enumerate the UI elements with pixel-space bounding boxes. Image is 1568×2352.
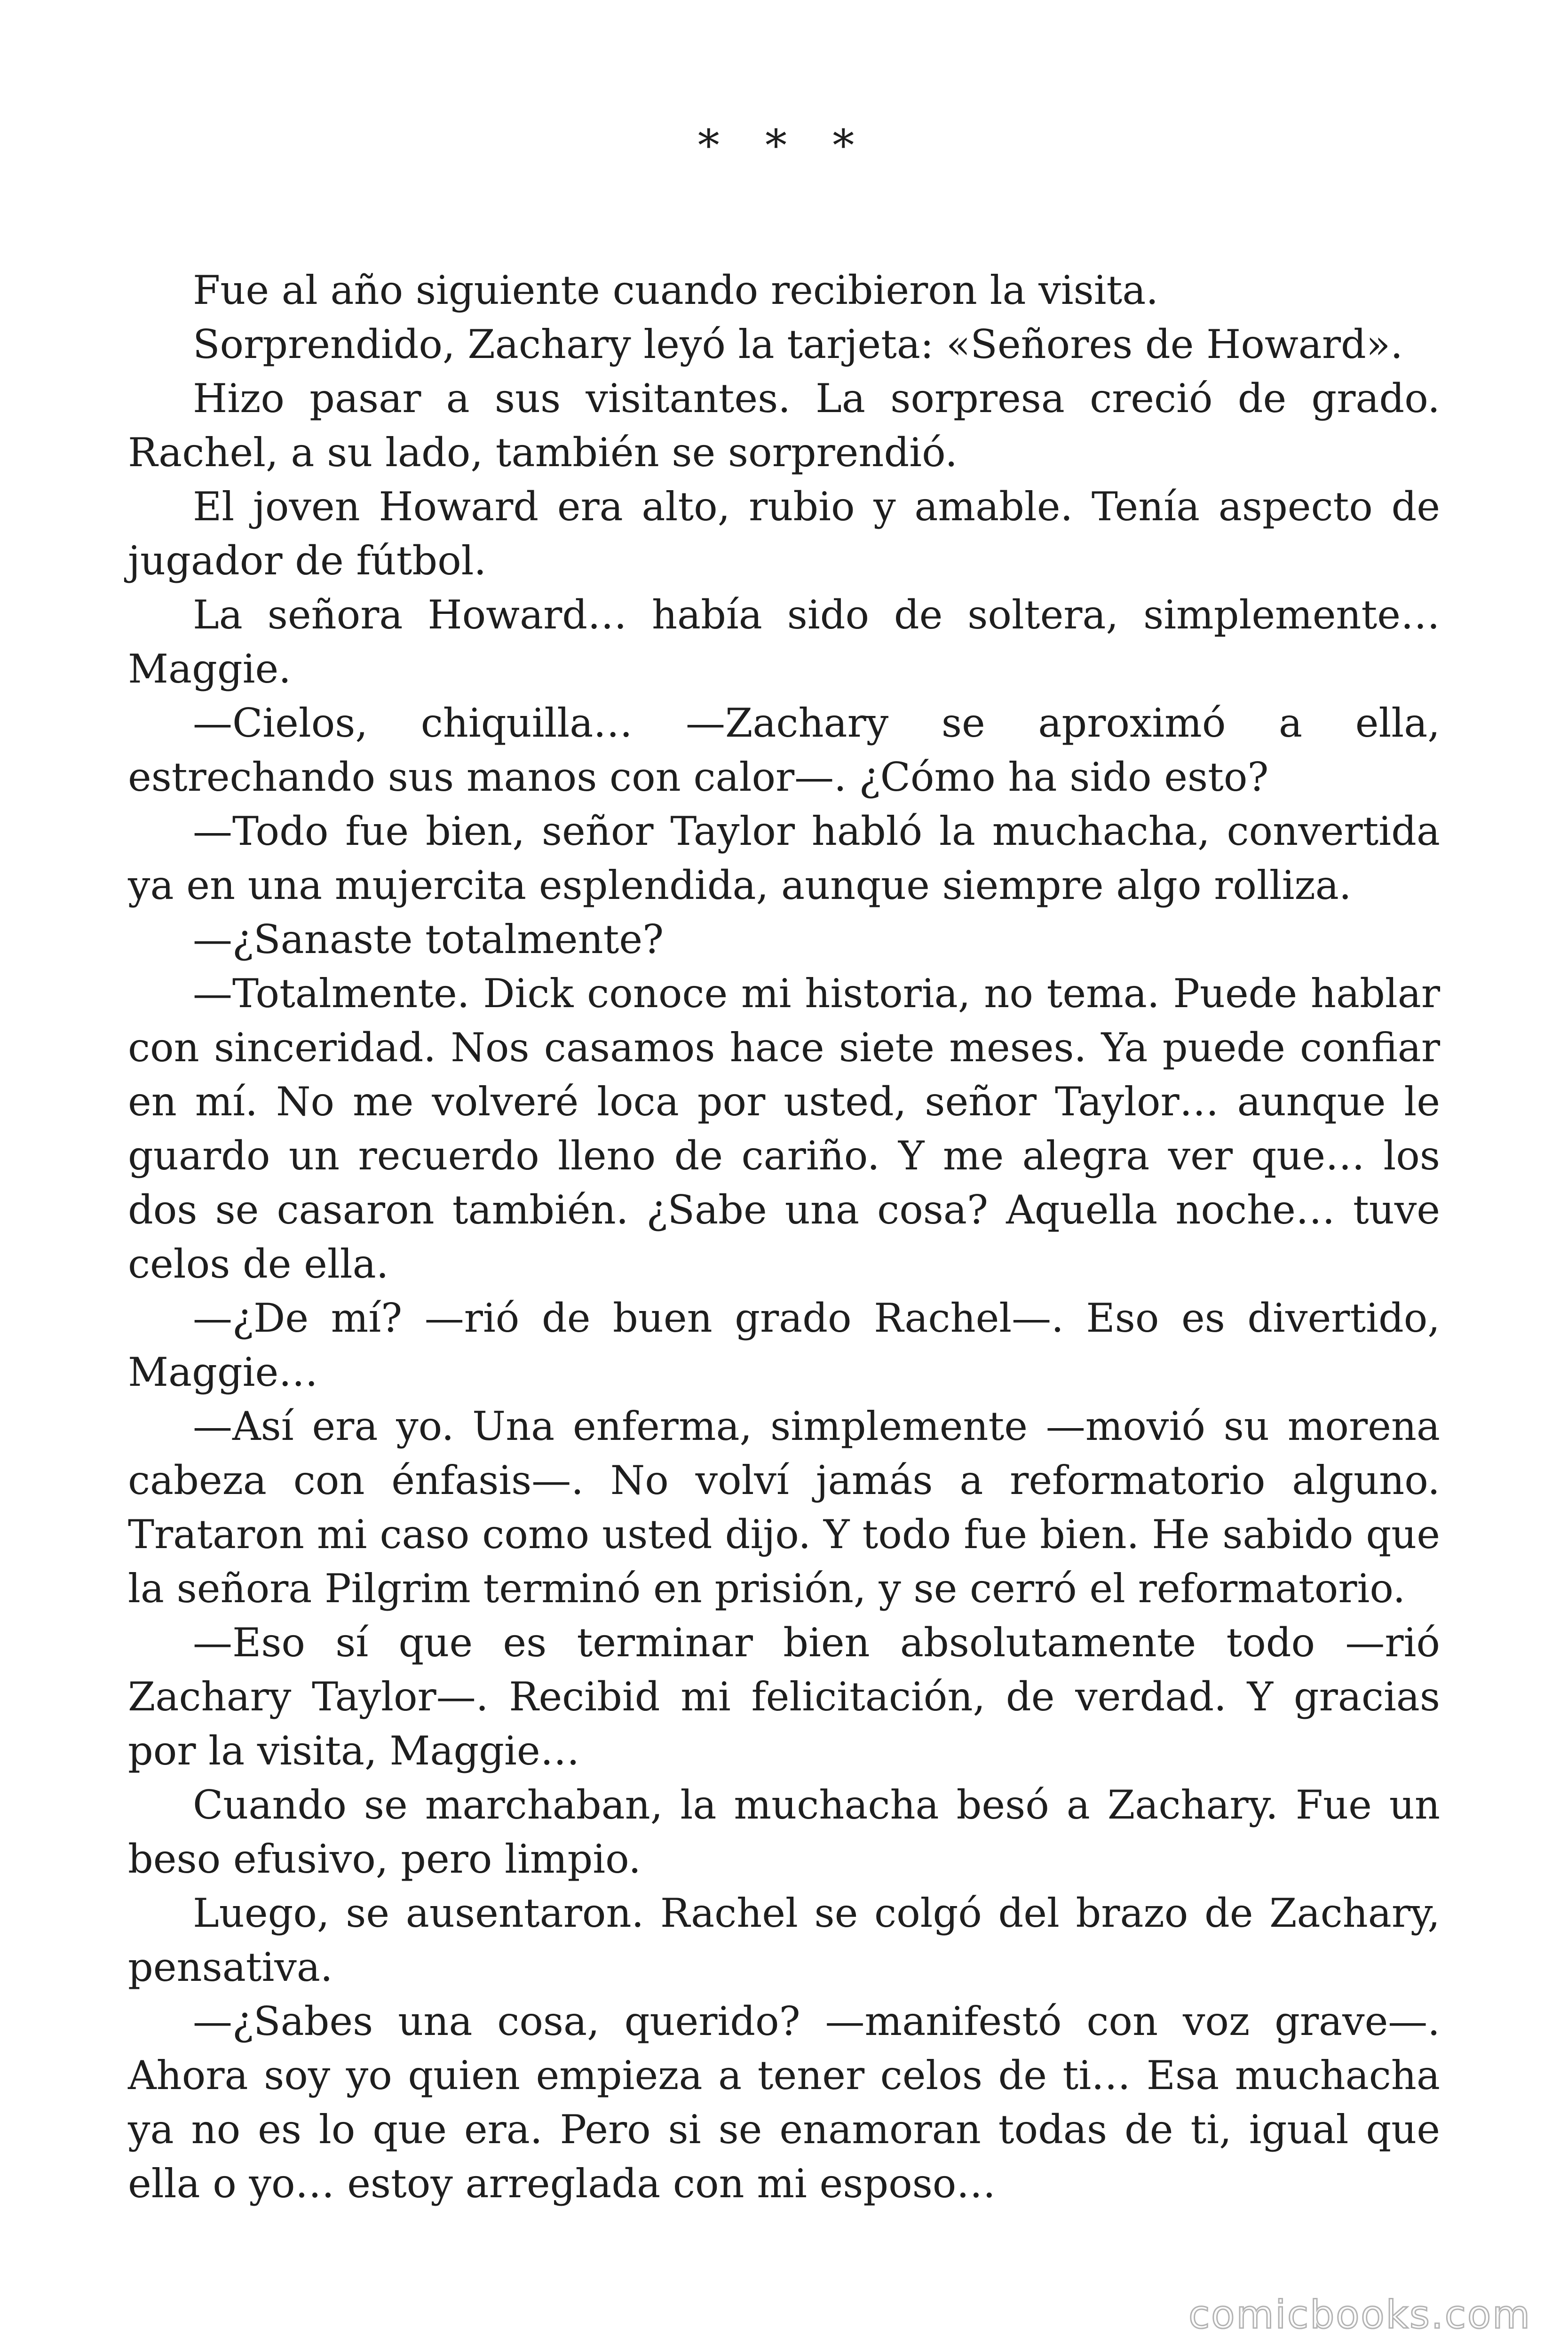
paragraph: —Así era yo. Una enferma, simplemente —movió su morena cabeza con énfasis—. No volví jamás a reformatorio alguno. Trataron mi caso como usted dijo. Y todo fue bien. He sabido que la señora Pilgrim terminó en prisión, y se cerró el reformatorio. [128,1403,1440,1612]
paragraph: Hizo pasar a sus visitantes. La sorpresa creció de grado. Rachel, a su lado, también se sorprendió. [128,375,1440,476]
paragraph: Sorprendido, Zachary leyó la tarjeta: «Señores de Howard». [193,321,1403,367]
paragraph: —Cielos, chiquilla… —Zachary se aproximó a ella, estrechando sus manos con calor—. ¿Cómo ha sido esto? [128,700,1440,800]
paragraph: —¿Sanaste totalmente? [193,916,664,962]
paragraph: —¿Sabes una cosa, querido? —manifestó con voz grave—. Ahora soy yo quien empieza a tener celos de ti… Esa muchacha ya no es lo que era. Pero si se enamoran todas de ti, igual que ella o yo… estoy arreglada con mi esposo… [128,1998,1440,2207]
paragraph: —¿De mí? —rió de buen grado Rachel—. Eso es divertido, Maggie… [128,1295,1440,1395]
paragraph: —Totalmente. Dick conoce mi historia, no tema. Puede hablar con sinceridad. Nos casamos hace siete meses. Ya puede confiar en mí. No me volveré loca por usted, señor Taylor… aunque le guardo un recuerdo lleno de cariño. Y me alegra ver que… los dos se casaron también. ¿Sabe una cosa? Aquella noche… tuve celos de ella. [128,970,1440,1287]
paragraph: La señora Howard… había sido de soltera, simplemente… Maggie. [128,592,1440,692]
paragraph: Cuando se marchaban, la muchacha besó a Zachary. Fue un beso efusivo, pero limpio. [128,1782,1440,1882]
body-text [128,263,1440,2211]
paragraph: Fue al año siguiente cuando recibieron la visita. [193,267,1159,313]
section-separator: * * * [697,120,871,171]
paragraph: Luego, se ausentaron. Rachel se colgó del brazo de Zachary, pensativa. [128,1890,1440,1990]
paragraph: —Eso sí que es terminar bien absolutamente todo —rió Zachary Taylor—. Recibid mi felicitación, de verdad. Y gracias por la visita, Maggie… [128,1620,1440,1774]
paragraph: —Todo fue bien, señor Taylor habló la muchacha, convertida ya en una mujercita esplendida, aunque siempre algo rolliza. [128,808,1440,908]
watermark: comicbooks.com [1188,2293,1531,2337]
paragraph: El joven Howard era alto, rubio y amable. Tenía aspecto de jugador de fútbol. [128,484,1440,584]
